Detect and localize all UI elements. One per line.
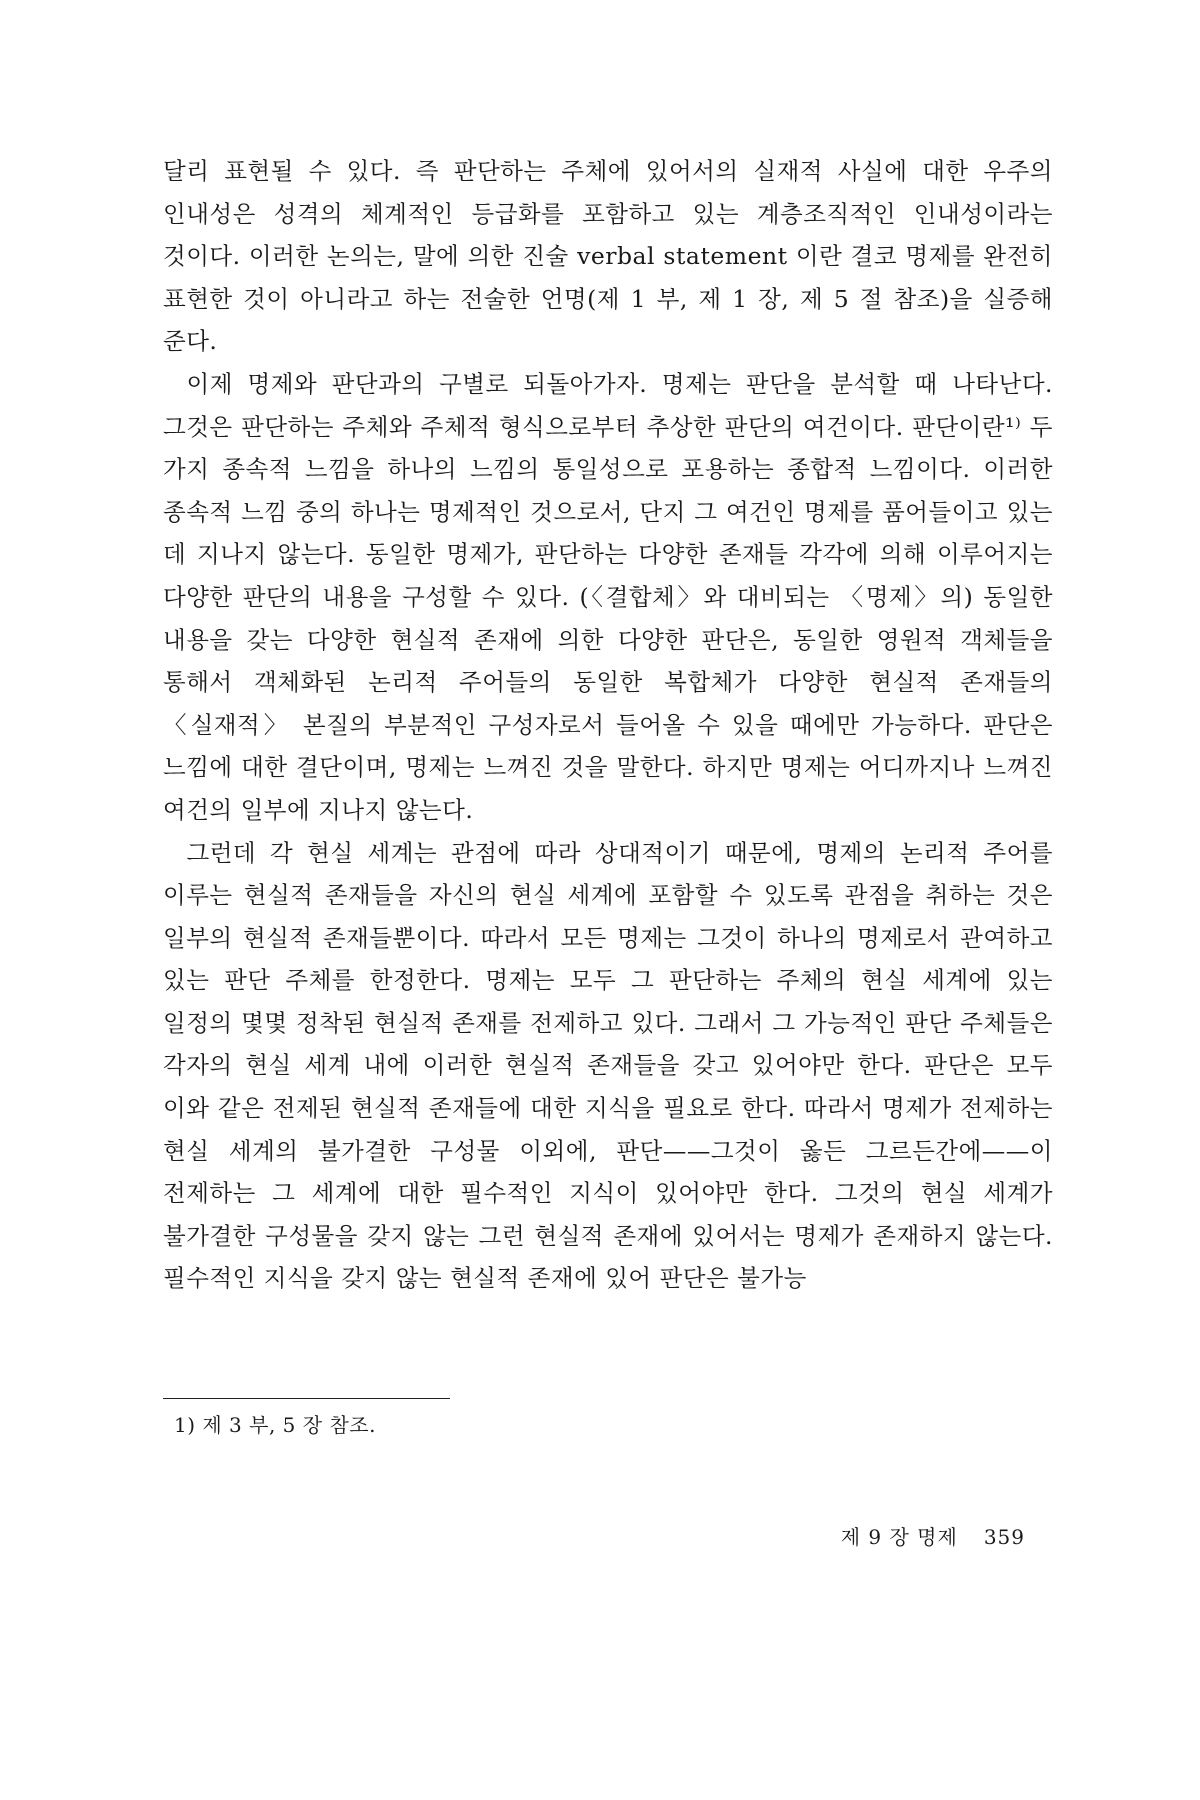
chapter-title: 제 9 장 명제 bbox=[840, 1525, 958, 1549]
paragraph: 그런데 각 현실 세계는 관점에 따라 상대적이기 때문에, 명제의 논리적 주어를 이루는 현실적 존재들을 자신의 현실 세계에 포함할 수 있도록 관점을 취하는 것은 일부의 현실적 존재들뿐이다. 따라서 모든 명제는 그것이 하나의 명제로서 관여하고 있는 판단 주체를 한정한다. 명제는 모두 그 판단하는 주체의 현실 세계에 있는 일정의 몇몇 정착된 현실적 존재를 전제하고 있다. 그래서 그 가능적인 판단 주체들은 각자의 현실 세계 내에 이러한 현실적 존재들을 갖고 있어야만 한다. 판단은 모두 이와 같은 전제된 현실적 존재들에 대한 지식을 필요로 한다. 따라서 명제가 전제하는 현실 세계의 불가결한 구성물 이외에, 판단——그것이 옳든 그르든간에——이 전제하는 그 세계에 대한 필수적인 지식이 있어야만 한다. 그것의 현실 세계가 불가결한 구성물을 갖지 않는 그런 현실적 존재에 있어서는 명제가 존재하지 않는다. 필수적인 지식을 갖지 않는 현실적 존재에 있어 판단은 불가능 bbox=[163, 838, 1053, 1293]
footnote: 1) 제 3 부, 5 장 참조. bbox=[174, 1413, 376, 1437]
paragraph: 달리 표현될 수 있다. 즉 판단하는 주체에 있어서의 실재적 사실에 대한 우주의 인내성은 성격의 체계적인 등급화를 포함하고 있는 계층조직적인 인내성이라는 것이다. 이러한 논의는, 말에 의한 진술 verbal statement 이란 결코 명제를 완전히 표현한 것이 아니라고 하는 전술한 언명(제 1 부, 제 1 장, 제 5 절 참조)을 실증해 준다. bbox=[163, 157, 1053, 356]
body-text bbox=[163, 150, 1053, 1300]
running-footer bbox=[841, 1522, 1025, 1552]
paragraph: 이제 명제와 판단과의 구별로 되돌아가자. 명제는 판단을 분석할 때 나타난다. 그것은 판단하는 주체와 주체적 형식으로부터 추상한 판단의 여건이다. 판단이란¹⁾ 두 가지 종속적 느낌을 하나의 느낌의 통일성으로 포용하는 종합적 느낌이다. 이러한 종속적 느낌 중의 하나는 명제적인 것으로서, 단지 그 여건인 명제를 품어들이고 있는 데 지나지 않는다. 동일한 명제가, 판단하는 다양한 존재들 각각에 의해 이루어지는 다양한 판단의 내용을 구성할 수 있다. (〈결합체〉와 대비되는 〈명제〉의) 동일한 내용을 갖는 다양한 현실적 존재에 의한 다양한 판단은, 동일한 영원적 객체들을 통해서 객체화된 논리적 주어들의 동일한 복합체가 다양한 현실적 존재들의 〈실재적〉 본질의 부분적인 구성자로서 들어올 수 있을 때에만 가능하다. 판단은 느낌에 대한 결단이며, 명제는 느껴진 것을 말한다. 하지만 명제는 어디까지나 느껴진 여건의 일부에 지나지 않는다. bbox=[163, 369, 1053, 824]
footnote-divider bbox=[163, 1398, 450, 1399]
page-number: 359 bbox=[983, 1525, 1025, 1549]
